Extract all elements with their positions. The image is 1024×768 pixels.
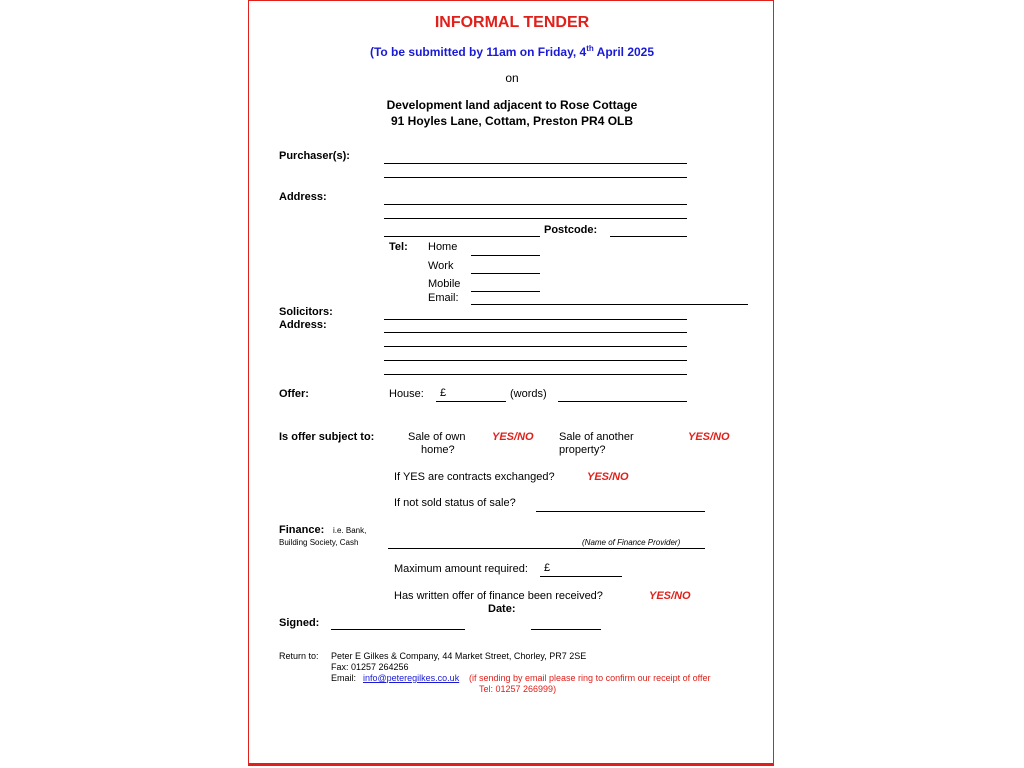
solicitors-field-4[interactable] (384, 360, 687, 361)
offer-amount-field[interactable] (436, 401, 506, 402)
offer-words-field[interactable] (558, 401, 687, 402)
purchasers-field-1[interactable] (384, 163, 687, 164)
max-amount-pound-sign: £ (544, 562, 551, 574)
company-address: Peter E Gilkes & Company, 44 Market Street, Chorley, PR7 2SE (331, 651, 587, 661)
house-label: House: (389, 388, 424, 400)
email-label: Email: (428, 292, 459, 304)
max-amount-field[interactable] (540, 576, 622, 577)
postcode-field[interactable] (610, 236, 687, 237)
date-field[interactable] (531, 629, 601, 630)
sale-another-yes-no[interactable]: YES/NO (688, 431, 730, 443)
offer-pound-sign: £ (440, 387, 447, 399)
solicitors-field-5[interactable] (384, 374, 687, 375)
solicitors-field-1[interactable] (384, 319, 687, 320)
form-title: INFORMAL TENDER (434, 14, 590, 31)
not-sold-status-label: If not sold status of sale? (394, 497, 516, 509)
mobile-phone-field[interactable] (471, 291, 540, 292)
tel-label: Tel: (389, 241, 408, 253)
mobile-label: Mobile (428, 278, 461, 290)
tender-form-page (248, 0, 774, 766)
deadline-ordinal: th (586, 44, 594, 53)
company-email-link[interactable]: info@peteregilkes.co.uk (363, 673, 460, 683)
words-label: (words) (510, 388, 547, 400)
offer-label: Offer: (279, 388, 309, 400)
date-label: Date: (488, 603, 516, 615)
sale-another-label-1: Sale of another (559, 431, 634, 443)
company-fax: Fax: 01257 264256 (331, 662, 409, 672)
purchasers-label: Purchaser(s): (279, 150, 350, 162)
finance-provider-field[interactable] (388, 548, 705, 549)
deadline-text: (To be submitted by 11am on Friday, 4 (369, 45, 587, 59)
sale-own-home-yes-no[interactable]: YES/NO (492, 431, 534, 443)
max-amount-label: Maximum amount required: (394, 563, 528, 575)
home-label: Home (428, 241, 458, 253)
finance-hint-1: i.e. Bank, (333, 526, 367, 535)
written-offer-label: Has written offer of finance been received? (394, 590, 603, 602)
on-text: on (505, 71, 519, 85)
address-field-3[interactable] (384, 236, 540, 237)
solicitors-address-label: Address: (279, 319, 327, 331)
postcode-label: Postcode: (544, 224, 598, 236)
address-field-1[interactable] (384, 204, 687, 205)
return-to-label: Return to: (279, 651, 319, 661)
solicitors-field-3[interactable] (384, 346, 687, 347)
not-sold-status-field[interactable] (536, 511, 705, 512)
property-address: 91 Hoyles Lane, Cottam, Preston PR4 OLB (390, 114, 634, 128)
email-note-1: (if sending by email please ring to confirm our receipt of offer (469, 673, 711, 683)
email-footer-label: Email: (331, 673, 357, 683)
purchasers-field-2[interactable] (384, 177, 687, 178)
work-label: Work (428, 260, 454, 272)
contracts-exchanged-yes-no[interactable]: YES/NO (587, 471, 629, 483)
sale-own-home-label-2: home? (421, 444, 455, 456)
contracts-exchanged-label: If YES are contracts exchanged? (394, 471, 555, 483)
sale-own-home-label-1: Sale of own (408, 431, 466, 443)
signed-label: Signed: (279, 617, 320, 629)
address-field-2[interactable] (384, 218, 687, 219)
solicitors-label: Solicitors: (279, 306, 333, 318)
finance-label: Finance: (279, 524, 325, 536)
home-phone-field[interactable] (471, 255, 540, 256)
finance-hint-2: Building Society, Cash (279, 538, 359, 547)
written-offer-yes-no[interactable]: YES/NO (649, 590, 691, 602)
email-field[interactable] (471, 304, 748, 305)
address-label: Address: (279, 191, 327, 203)
signature-field[interactable] (331, 629, 465, 630)
finance-provider-hint: (Name of Finance Provider) (582, 538, 681, 547)
property-title: Development land adjacent to Rose Cottage (386, 98, 638, 112)
deadline-text-end: April 2025 (593, 45, 655, 59)
subject-to-label: Is offer subject to: (279, 431, 375, 443)
email-note-2: Tel: 01257 266999) (479, 684, 557, 694)
submission-deadline (249, 45, 775, 58)
solicitors-field-2[interactable] (384, 332, 687, 333)
sale-another-label-2: property? (559, 444, 606, 456)
work-phone-field[interactable] (471, 273, 540, 274)
